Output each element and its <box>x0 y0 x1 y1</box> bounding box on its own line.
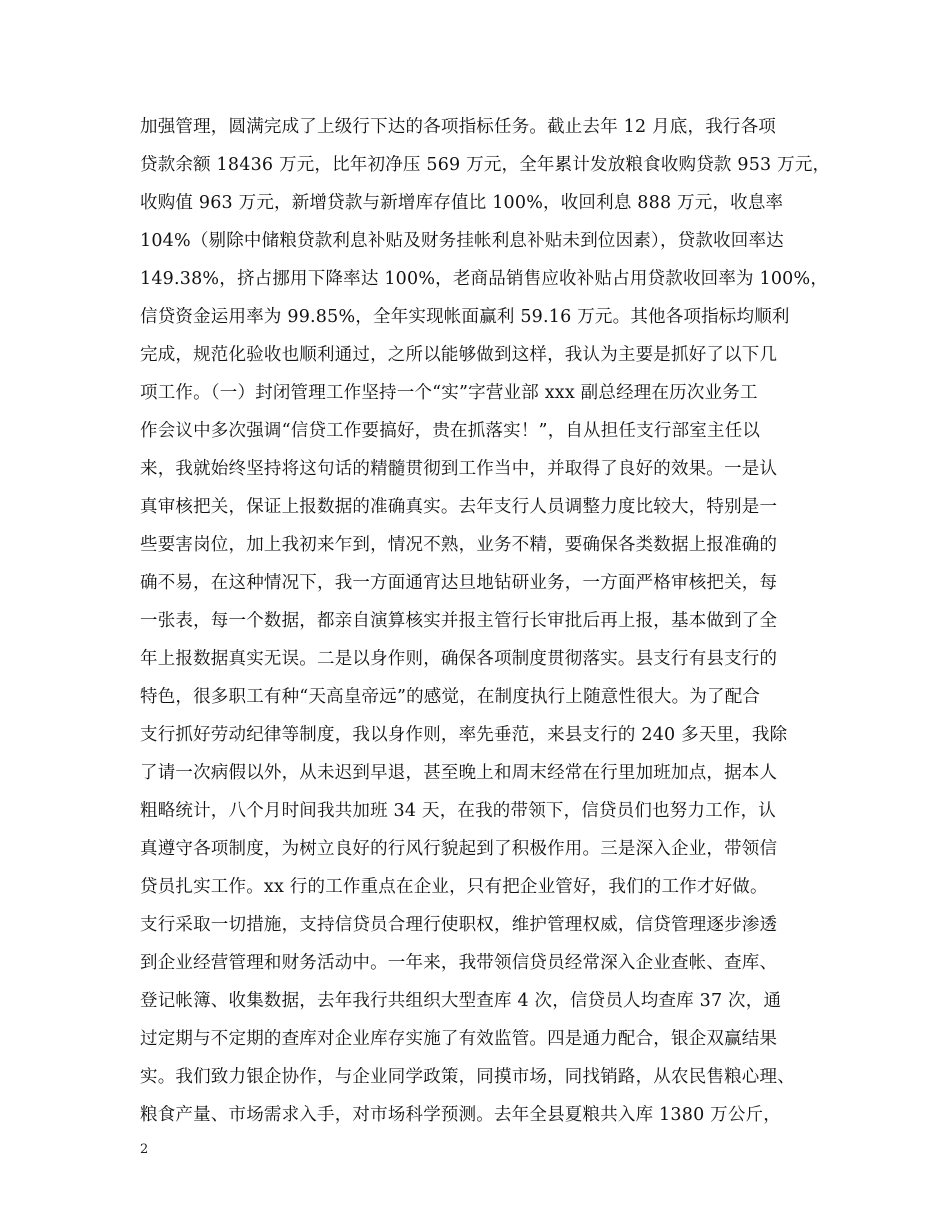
text-line: 贷款余额 18436 万元，比年初净压 569 万元，全年累计发放粮食收购贷款 953 万元， <box>140 155 831 175</box>
text-line: 特色，很多职工有种“天高皇帝远”的感觉，在制度执行上随意性很大。为了配合 <box>140 687 761 707</box>
text-line: 到企业经营管理和财务活动中。一年来，我带领信贷员经常深入企业查帐、查库、 <box>140 953 778 973</box>
body-text <box>140 108 840 1134</box>
text-line: 完成，规范化验收也顺利通过，之所以能够做到这样，我认为主要是抓好了以下几 <box>140 345 778 365</box>
text-line: 项工作。（一）封闭管理工作坚持一个“实”字营业部 xxx 副总经理在历次业务工 <box>140 383 758 403</box>
text-line: 年上报数据真实无误。二是以身作则，确保各项制度贯彻落实。县支行有县支行的 <box>140 649 778 669</box>
text-line: 来，我就始终坚持将这句话的精髓贯彻到工作当中，并取得了良好的效果。一是认 <box>140 459 778 479</box>
text-line: 149.38%，挤占挪用下降率达 100%，老商品销售应收补贴占用贷款收回率为 100%， <box>140 269 829 289</box>
text-line: 实。我们致力银企协作，与企业同学政策，同摸市场，同找销路，从农民售粮心理、 <box>140 1067 795 1087</box>
text-line: 真遵守各项制度，为树立良好的行风行貌起到了积极作用。三是深入企业，带领信 <box>140 839 778 859</box>
text-line: 加强管理，圆满完成了上级行下达的各项指标任务。截止去年 12 月底，我行各项 <box>140 117 776 137</box>
text-line: 真审核把关，保证上报数据的准确真实。去年支行人员调整力度比较大，特别是一 <box>140 497 778 517</box>
text-line: 了请一次病假以外，从未迟到早退，甚至晚上和周末经常在行里加班加点，据本人 <box>140 763 778 783</box>
text-line: 些要害岗位，加上我初来乍到，情况不熟，业务不精，要确保各类数据上报准确的 <box>140 535 778 555</box>
text-line: 贷员扎实工作。xx 行的工作重点在企业，只有把企业管好，我们的工作才好做。 <box>140 877 768 897</box>
text-line: 过定期与不定期的查库对企业库存实施了有效监管。四是通力配合，银企双赢结果 <box>140 1029 778 1049</box>
text-line: 确不易，在这种情况下，我一方面通宵达旦地钻研业务，一方面严格审核把关，每 <box>140 573 778 593</box>
text-line: 粮食产量、市场需求入手，对市场科学预测。去年全县夏粮共入库 1380 万公斤， <box>140 1105 781 1125</box>
text-line: 支行抓好劳动纪律等制度，我以身作则，率先垂范，来县支行的 240 多天里，我除 <box>140 725 788 745</box>
text-line: 收购值 963 万元，新增贷款与新增库存值比 100%，收回利息 888 万元，收息率 <box>140 193 784 213</box>
text-line: 支行采取一切措施，支持信贷员合理行使职权，维护管理权威，信贷管理逐步渗透 <box>140 915 778 935</box>
text-line: 作会议中多次强调“信贷工作要搞好，贵在抓落实！”，自从担任支行部室主任以 <box>140 421 761 441</box>
text-line: 信贷资金运用率为 99.85%，全年实现帐面赢利 59.16 万元。其他各项指标均顺利 <box>140 307 790 327</box>
text-line: 粗略统计，八个月时间我共加班 34 天，在我的带领下，信贷员们也努力工作，认 <box>140 801 776 821</box>
text-line: 104%（剔除中储粮贷款利息补贴及财务挂帐利息补贴未到位因素），贷款收回率达 <box>140 231 784 251</box>
page-number: 2 <box>140 1142 149 1157</box>
text-line: 登记帐簿、收集数据，去年我行共组织大型查库 4 次，信贷员人均查库 37 次，通 <box>140 991 782 1011</box>
text-line: 一张表，每一个数据，都亲自演算核实并报主管行长审批后再上报，基本做到了全 <box>140 611 778 631</box>
